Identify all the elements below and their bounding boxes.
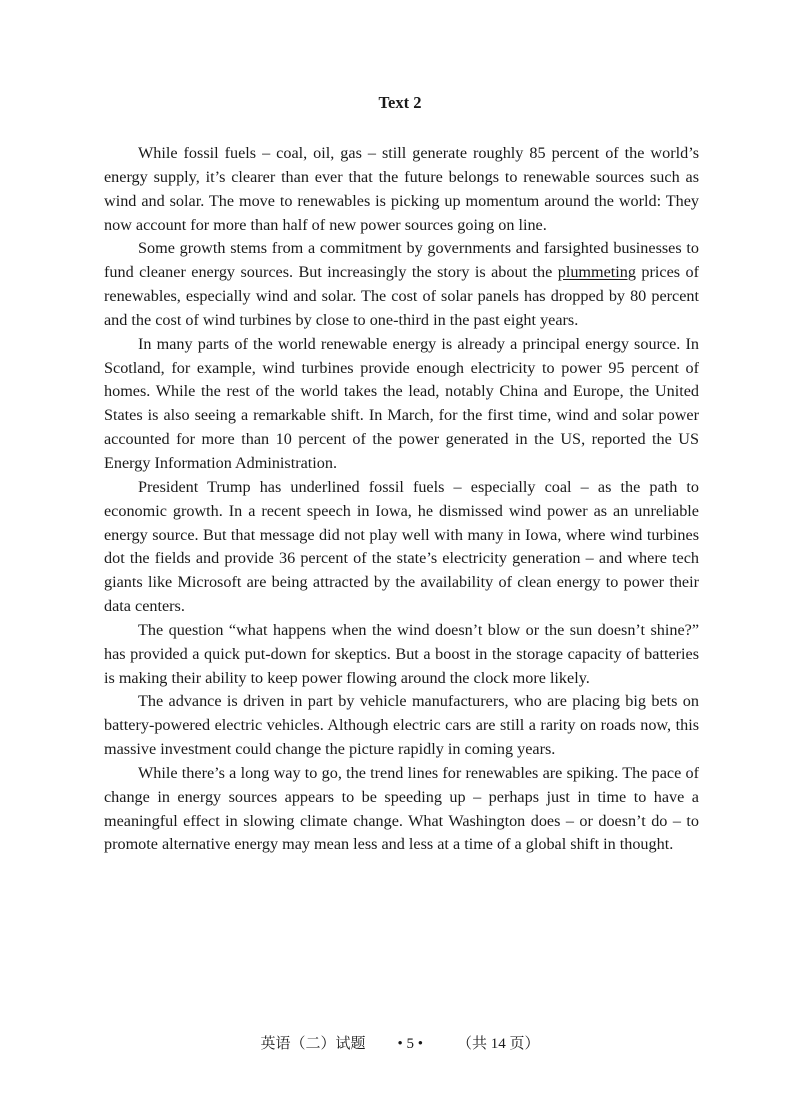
paragraph-3: In many parts of the world renewable energy is already a principal energy source. In Scotland, for example, wind turbines provide enough electricity to power 95 percent of homes. While the rest of the world takes the lead, notably China and Europe, the United States is also seeing a remarkable shift. In March, for the first time, wind and solar power accounted for more than 10 percent of the power generated in the US, reported the US Energy Information Administration. [104, 334, 699, 472]
paragraph-2-text-before: Some growth stems from a commitment by governments and farsighted businesses to fund cleaner energy sources. But increasingly the story is about the [104, 239, 699, 282]
underlined-word: plummeting [557, 263, 636, 282]
footer-subject: 英语（二）试题 [260, 1036, 366, 1052]
paragraph-1: While fossil fuels – coal, oil, gas – still generate roughly 85 percent of the world’s energy supply, it’s clearer than ever that the future belongs to renewable sources such as wind and solar. The move to renewables is picking up momentum around the world: They now account for more than half of new power sources going on line. [104, 144, 699, 234]
paragraph-7: While there’s a long way to go, the trend lines for renewables are spiking. The pace of change in energy sources appears to be speeding up – perhaps just in time to have a meaningful effect in slowing climate change. What Washington does – or doesn’t do – to promote alternative energy may mean less and less at a time of a global shift in thought. [104, 763, 699, 854]
paragraph-4: President Trump has underlined fossil fuels – especially coal – as the path to economic growth. In a recent speech in Iowa, he dismissed wind power as an unreliable energy source. But that message did not play well with many in Iowa, where wind turbines dot the fields and provide 36 percent of the state’s electricity generation – and where tech giants like Microsoft are being attracted by the availability of clean energy to power their data centers. [104, 477, 699, 616]
paragraph-5: The question “what happens when the wind doesn’t blow or the sun doesn’t shine?” has provided a quick put-down for skeptics. But a boost in the storage capacity of batteries is making their ability to keep power flowing around the clock more likely. [104, 620, 699, 687]
paragraph-2 [104, 237, 699, 332]
page-footer [0, 1034, 800, 1054]
paragraph-2-text-after: prices of renewables, especially wind and solar. The cost of solar panels has dropped by 80 percent and the cost of wind turbines by close to one-third in the past eight years. [104, 263, 699, 329]
page-title: Text 2 [378, 93, 422, 112]
footer-total-pages: （共 14 页） [457, 1036, 540, 1052]
paragraph-6: The advance is driven in part by vehicle manufacturers, who are placing big bets on battery-powered electric vehicles. Although electric cars are still a rarity on roads now, this massive investment could change the picture rapidly in coming years. [104, 692, 699, 759]
article-body [104, 142, 699, 857]
footer-page-number: • 5 • [397, 1036, 423, 1052]
